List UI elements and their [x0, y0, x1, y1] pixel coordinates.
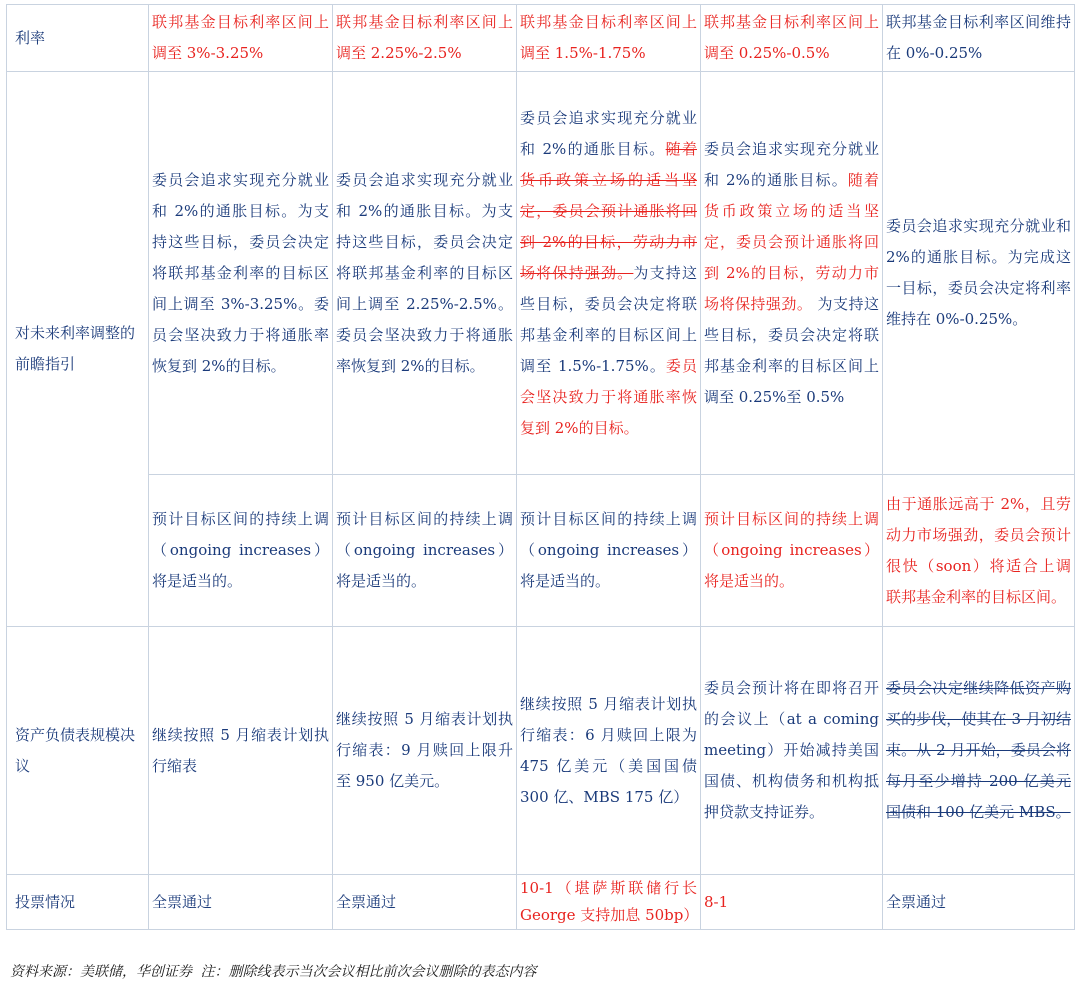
vote-cell: 全票通过	[883, 875, 1075, 930]
rate-cell: 联邦基金目标利率区间维持在 0%-0.25%	[883, 5, 1075, 72]
vote-cell: 8-1	[701, 875, 883, 930]
added-text: 随着货币政策立场的适当坚定，委员会预计通胀将回到 2%的目标，劳动力市场将保持强劲。	[704, 170, 879, 313]
strikethrough-note: 注：删除线表示当次会议相比前次会议删除的表态内容	[200, 964, 537, 980]
guidance-cell: 委员会追求实现充分就业和 2%的通胀目标。为完成这一目标，委员会决定将利率维持在 0%-0.25%。	[883, 72, 1075, 475]
balance-sheet-cell: 委员会决定继续降低资产购买的步伐，使其在 3 月初结束。从 2 月开始，委员会将每月至少增持 200 亿美元国债和 100 亿美元 MBS。	[883, 627, 1075, 875]
guidance-text: 为支持这些目标，委员会决定将联邦基金利率的目标区间上调至 0.25%至 0.5%	[704, 294, 879, 406]
guidance-cell: 由于通胀远高于 2%，且劳动力市场强劲，委员会预计很快（soon）将适合上调联邦基金利率的目标区间。	[883, 475, 1075, 627]
policy-comparison-table-container	[6, 4, 1074, 930]
vote-cell: 全票通过	[333, 875, 517, 930]
balance-sheet-cell: 继续按照 5 月缩表计划执行缩表：9 月赎回上限升至 950 亿美元。	[333, 627, 517, 875]
rate-cell: 联邦基金目标利率区间上调至 0.25%-0.5%	[701, 5, 883, 72]
guidance-cell: 委员会追求实现充分就业和 2%的通胀目标。为支持这些目标，委员会决定将联邦基金利率的目标区间上调至 2.25%-2.5%。委员会坚决致力于将通胀率恢复到 2%的目标。	[333, 72, 517, 475]
source-note: 资料来源：美联储，华创证券	[10, 964, 192, 980]
guidance-cell: 预计目标区间的持续上调（ongoing increases）将是适当的。	[701, 475, 883, 627]
vote-row	[7, 875, 1075, 930]
row-label-vote: 投票情况	[7, 875, 149, 930]
balance-sheet-row	[7, 627, 1075, 875]
guidance-cell: 预计目标区间的持续上调（ongoing increases）将是适当的。	[333, 475, 517, 627]
guidance-cell: 委员会追求实现充分就业和 2%的通胀目标。为支持这些目标，委员会决定将联邦基金利率的目标区间上调至 3%-3.25%。委员会坚决致力于将通胀率恢复到 2%的目标。	[149, 72, 333, 475]
balance-sheet-cell: 委员会预计将在即将召开的会议上（at a coming meeting）开始减持美国国债、机构债务和机构抵押贷款支持证券。	[701, 627, 883, 875]
added-text: 委员会坚决致力于将通胀率恢复到 2%的目标。	[520, 356, 697, 437]
rate-row	[7, 5, 1075, 72]
row-label-balance-sheet: 资产负债表规模决议	[7, 627, 149, 875]
guidance-row-2	[7, 475, 1075, 627]
row-label-rate: 利率	[7, 5, 149, 72]
rate-cell: 联邦基金目标利率区间上调至 2.25%-2.5%	[333, 5, 517, 72]
row-label-guidance: 对未来利率调整的前瞻指引	[7, 72, 149, 627]
source-footnote	[10, 961, 540, 981]
guidance-row-1	[7, 72, 1075, 475]
rate-cell: 联邦基金目标利率区间上调至 3%-3.25%	[149, 5, 333, 72]
guidance-cell	[701, 72, 883, 475]
struck-text: 随着货币政策立场的适当坚定，委员会预计通胀将回到 2%的目标，劳动力市场将保持强劲。	[520, 139, 697, 282]
guidance-text: 委员会追求实现充分就业和 2%的通胀目标。	[520, 108, 697, 158]
vote-cell: 10-1（堪萨斯联储行长 George 支持加息 50bp）	[517, 875, 701, 930]
guidance-text: 为支持这些目标，委员会决定将联邦基金利率的目标区间上调至 1.5%-1.75%。	[520, 263, 697, 375]
rate-cell: 联邦基金目标利率区间上调至 1.5%-1.75%	[517, 5, 701, 72]
guidance-cell	[517, 72, 701, 475]
vote-cell: 全票通过	[149, 875, 333, 930]
balance-sheet-cell: 继续按照 5 月缩表计划执行缩表	[149, 627, 333, 875]
guidance-cell: 预计目标区间的持续上调（ongoing increases）将是适当的。	[517, 475, 701, 627]
balance-sheet-cell: 继续按照 5 月缩表计划执行缩表：6 月赎回上限为 475 亿美元（美国国债 300 亿、MBS 175 亿）	[517, 627, 701, 875]
guidance-text: 委员会追求实现充分就业和 2%的通胀目标。	[704, 139, 879, 189]
guidance-cell: 预计目标区间的持续上调（ongoing increases）将是适当的。	[149, 475, 333, 627]
fomc-statement-comparison-table	[6, 4, 1075, 930]
